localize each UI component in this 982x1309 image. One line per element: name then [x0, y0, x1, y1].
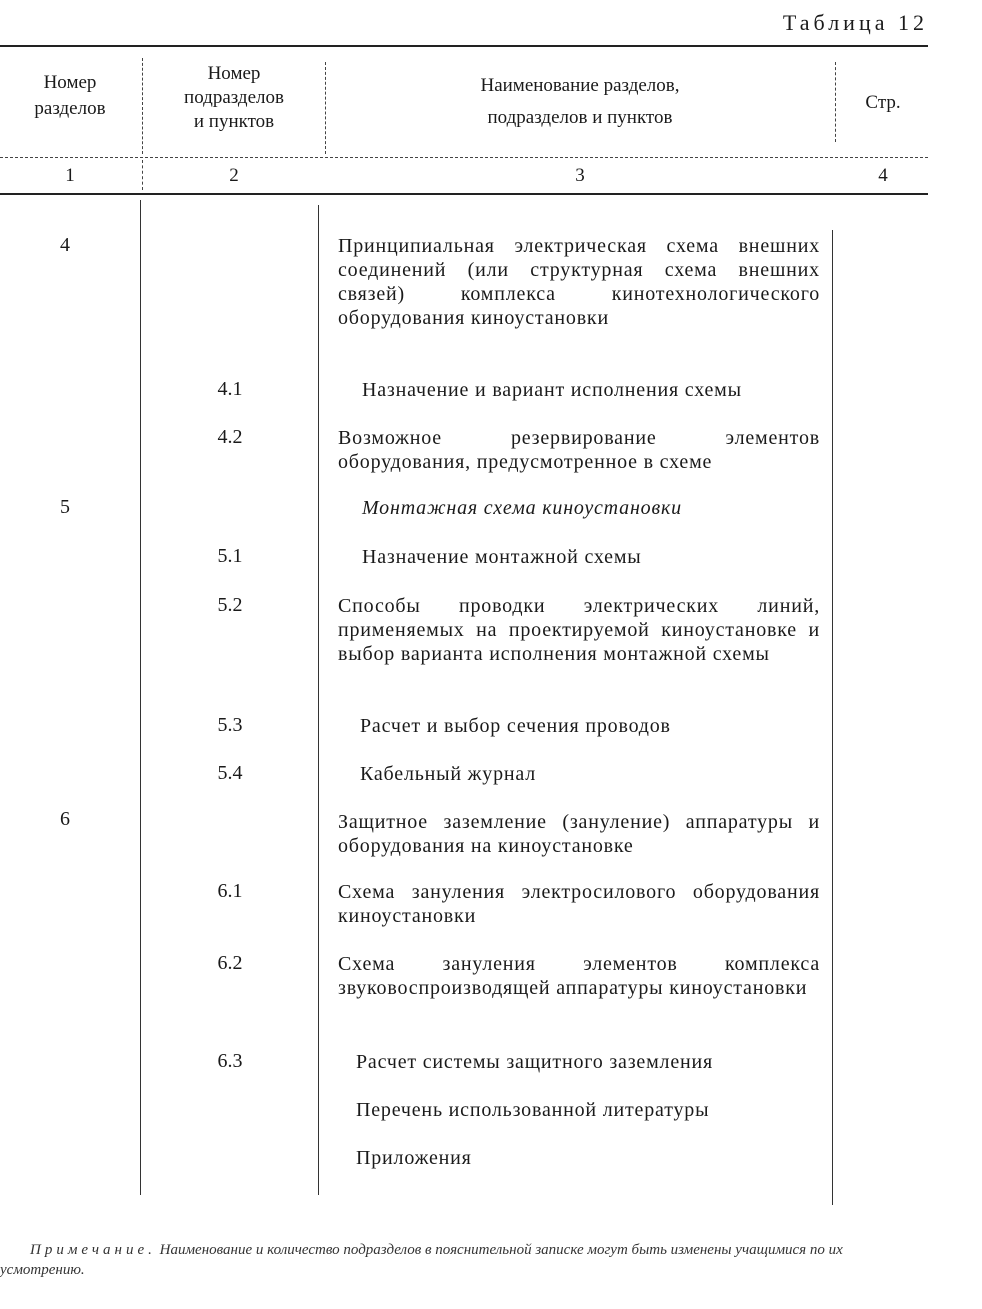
row-title: Приложения	[356, 1147, 472, 1169]
header-col3-line2: подразделов и пунктов	[487, 107, 673, 128]
body-separator-1	[140, 200, 141, 1195]
header-col2-line1: Номер	[207, 63, 261, 84]
section-number: 5	[60, 496, 70, 518]
subsection-number: 6.1	[217, 880, 243, 902]
row-title: Кабельный журнал	[360, 763, 537, 785]
subsection-number: 5.2	[217, 594, 243, 616]
section-number: 6	[60, 808, 70, 830]
row-title: Назначение и вариант исполнения схемы	[362, 379, 742, 401]
subsection-number: 5.3	[217, 714, 243, 736]
header-bottom-rule	[0, 157, 928, 158]
row-title: Монтажная схема киноустановки	[362, 497, 682, 519]
header-col1-line2: разделов	[34, 98, 106, 119]
subsection-number: 4.2	[217, 426, 243, 448]
row-title: Защитное заземление (зануление) аппаратуры и оборудования на киноустановке	[338, 811, 820, 857]
row-title: Способы проводки электрических линий, применяемых на проектируемой киноустановке и выбор варианта исполнения монтажной схемы	[338, 595, 820, 665]
header-page: Стр.	[865, 92, 901, 113]
row-title: Схема зануления электросилового оборудования киноустановки	[338, 881, 820, 927]
row-title: Возможное резервирование элементов оборудования, предусмотренное в схеме	[338, 427, 820, 473]
column-number-3: 3	[575, 165, 585, 186]
header-title	[330, 70, 830, 134]
body-separator-2	[318, 205, 319, 1195]
header-col2-line2: подразделов	[184, 87, 284, 108]
column-number-2: 2	[229, 165, 239, 186]
header-separator-1	[142, 58, 143, 154]
header-subsection-number	[145, 62, 323, 134]
header-separator-3	[835, 62, 836, 142]
body-separator-3	[832, 230, 833, 1205]
table-top-rule	[0, 45, 928, 47]
header-section-number	[0, 70, 140, 122]
row-title: Принципиальная электрическая схема внешних соединений (или структурная схема внешних связей) комплекса кинотехнологического оборудования киноустановки	[338, 235, 820, 329]
header-col2-line3: и пунктов	[193, 111, 275, 132]
subsection-number: 5.1	[217, 545, 243, 567]
row-title: Расчет системы защитного заземления	[356, 1051, 714, 1073]
row-title: Назначение монтажной схемы	[362, 546, 642, 568]
column-number-4: 4	[878, 165, 888, 186]
section-number: 4	[60, 234, 70, 256]
subsection-number: 6.3	[217, 1050, 243, 1072]
header-col3-line1: Наименование разделов,	[480, 75, 680, 96]
header-col1-line1: Номер	[43, 72, 97, 93]
row-title: Схема зануления элементов комплекса звуковоспроизводящей аппаратуры киноустановки	[338, 953, 820, 999]
row-title: Расчет и выбор сечения проводов	[360, 715, 671, 737]
subsection-number: 4.1	[217, 378, 243, 400]
note-text: Наименование и количество подразделов в пояснительной записке могут быть изменены учащимися по их усмотрению.	[0, 1242, 843, 1278]
subsection-number: 6.2	[217, 952, 243, 974]
column-number-1: 1	[65, 165, 75, 186]
colnum-separator-1	[142, 160, 143, 190]
column-numbers-rule	[0, 193, 928, 195]
row-title: Перечень использованной литературы	[356, 1099, 710, 1121]
header-separator-2	[325, 62, 326, 154]
table-note	[0, 1240, 930, 1280]
table-caption: Таблица 12	[782, 10, 928, 35]
note-lead: Примечание.	[30, 1242, 156, 1258]
subsection-number: 5.4	[217, 762, 243, 784]
